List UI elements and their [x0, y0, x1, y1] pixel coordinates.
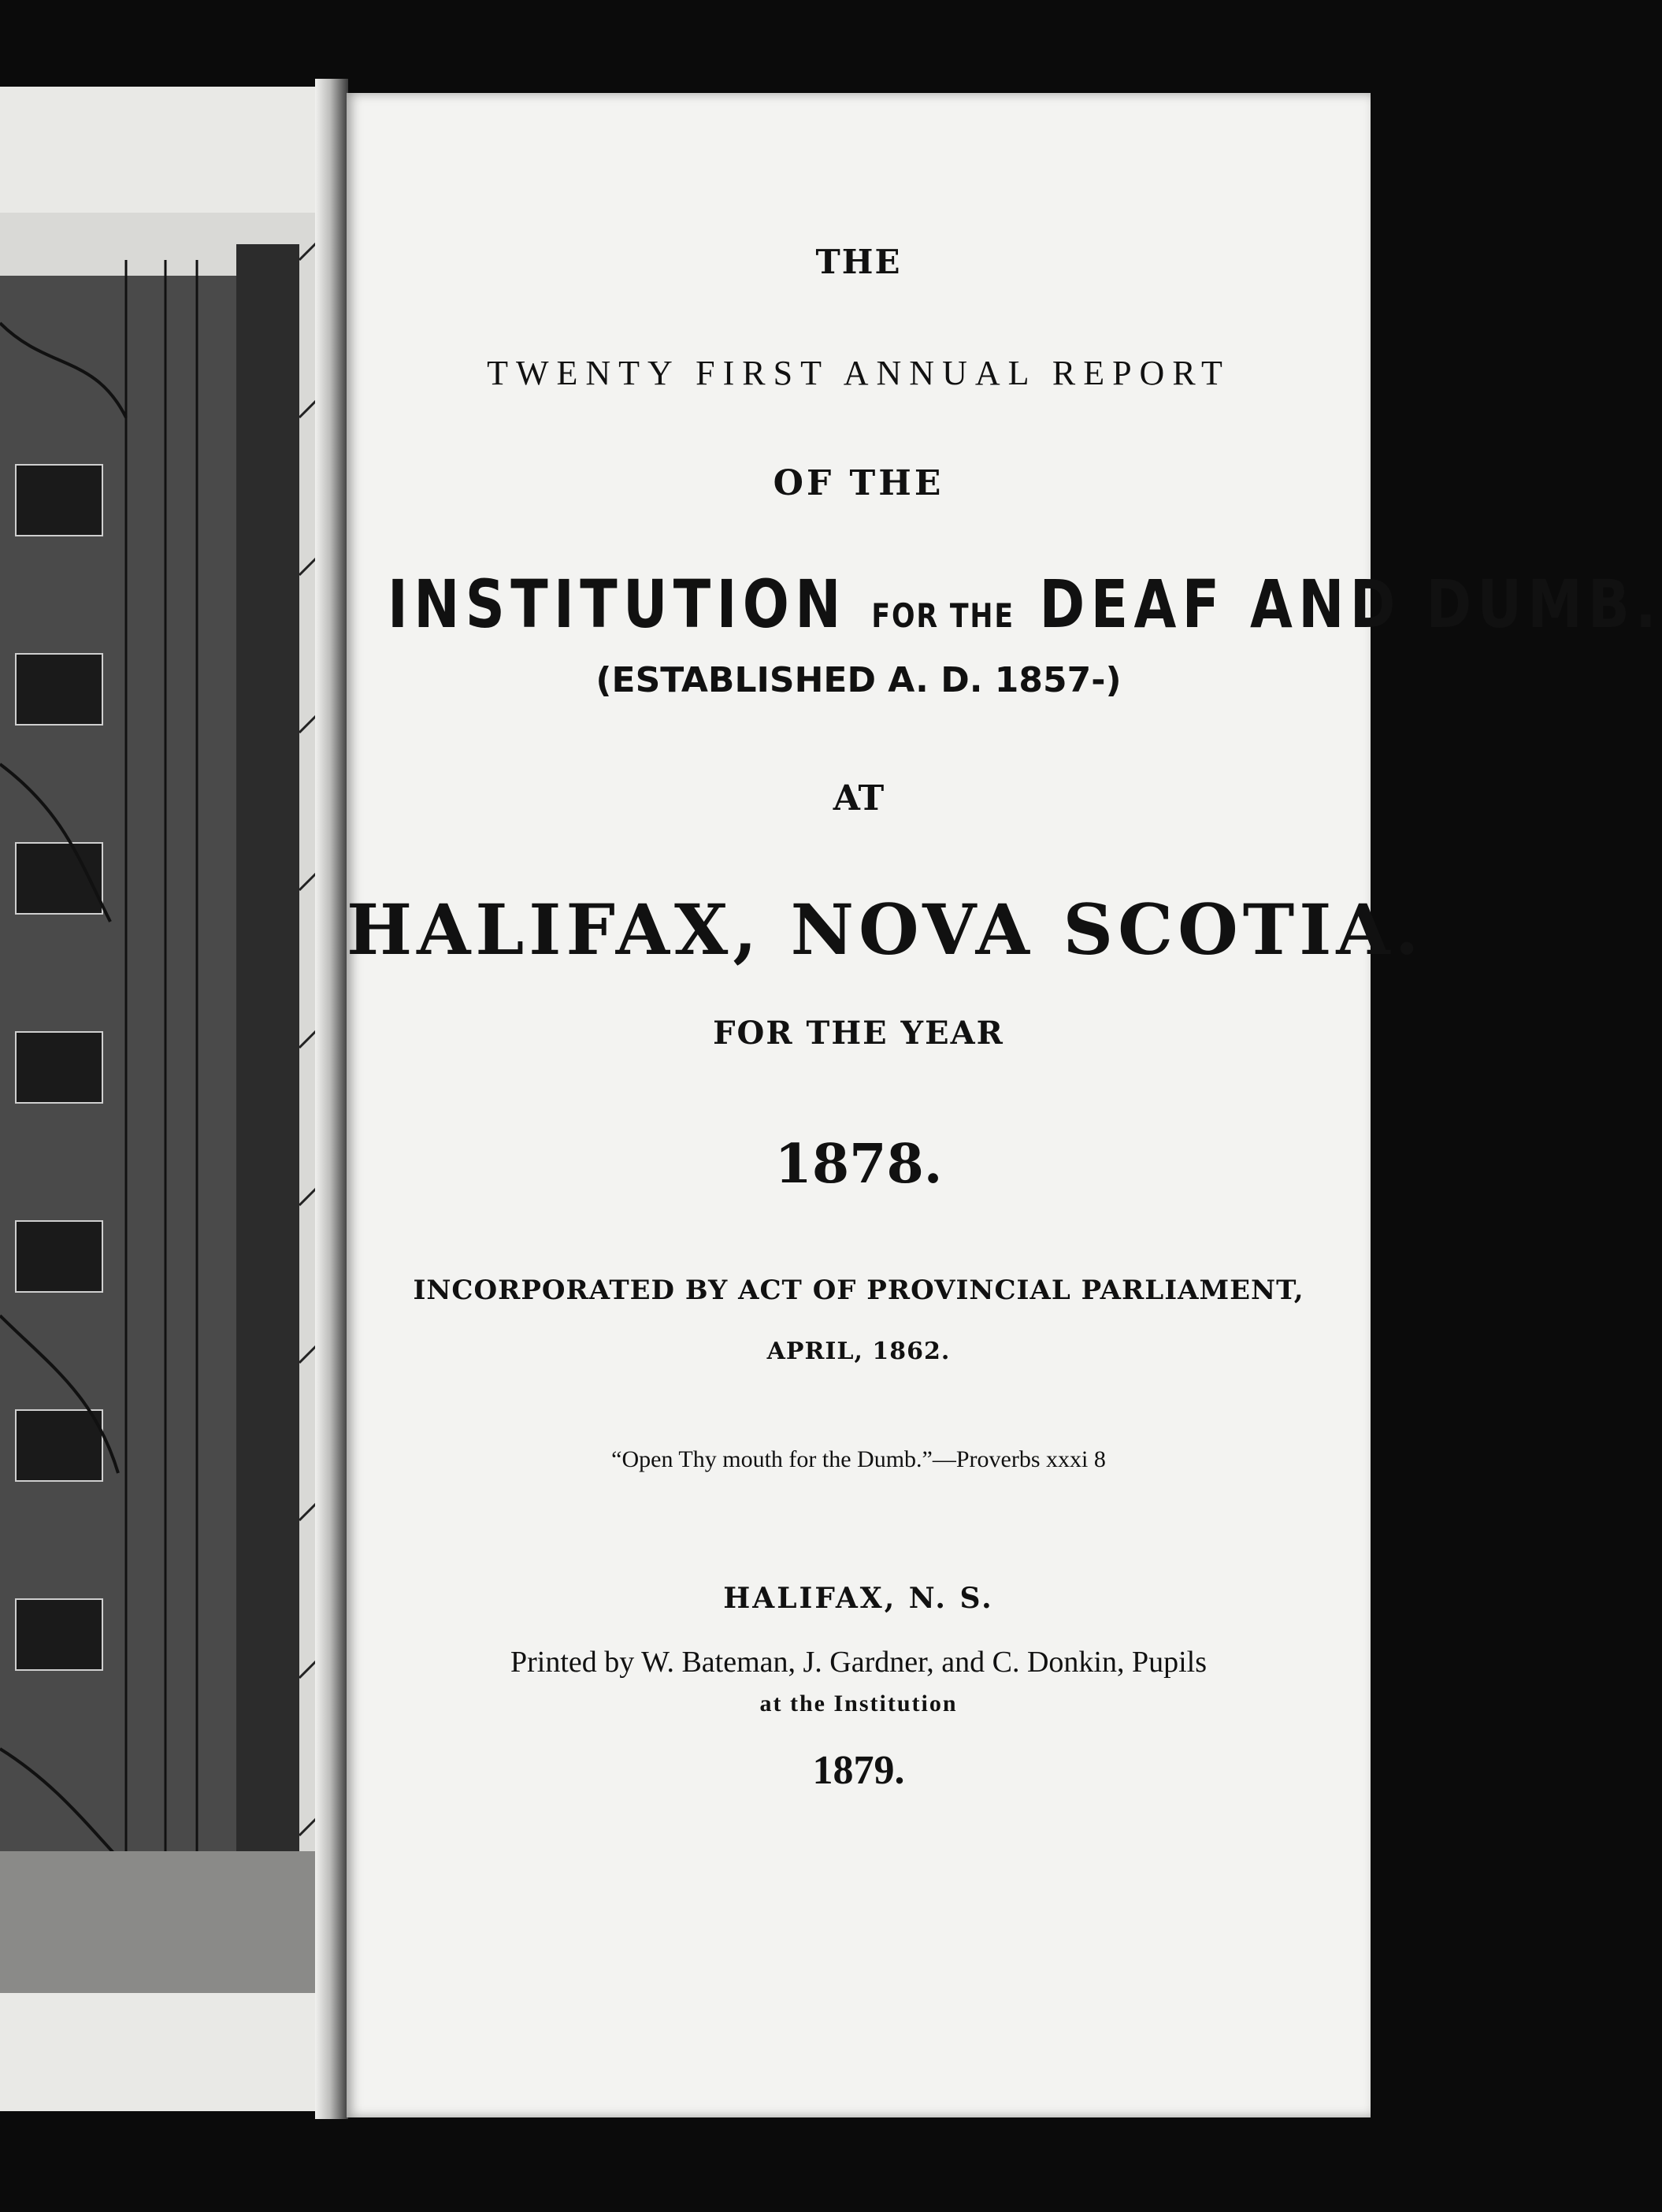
- for-the-word: FOR THE: [871, 596, 1015, 635]
- institution-word: INSTITUTION: [388, 566, 847, 643]
- at-line: AT: [833, 778, 885, 818]
- established-line: (ESTABLISHED A. D. 1857-): [595, 660, 1122, 700]
- report-title: TWENTY FIRST ANNUAL REPORT: [487, 354, 1230, 392]
- of-the-line: OF THE: [773, 463, 944, 503]
- printer-credit: Printed by W. Bateman, J. Gardner, and C. Donkin, Pupils: [510, 1646, 1208, 1679]
- building-engraving: [0, 213, 331, 1993]
- epigraph-quote: “Open Thy mouth for the Dumb.”—Proverbs xxxi 8: [611, 1446, 1106, 1472]
- report-year: 1878.: [774, 1133, 943, 1196]
- title-page: [347, 93, 1662, 2117]
- incorporation-date: APRIL, 1862.: [766, 1338, 951, 1365]
- heading-the: THE: [815, 243, 902, 281]
- institution-name: [388, 566, 1662, 643]
- place-name: HALIFAX, NOVA SCOTIA.: [347, 889, 1424, 971]
- print-year: 1879.: [812, 1748, 905, 1793]
- for-the-year-line: FOR THE YEAR: [713, 1015, 1004, 1052]
- deaf-dumb-words: DEAF AND DUMB.: [1039, 566, 1662, 643]
- book-gutter: [315, 79, 348, 2119]
- frontispiece-plate: [0, 87, 323, 2111]
- incorporation-line: INCORPORATED BY ACT OF PROVINCIAL PARLIAMENT,: [413, 1275, 1304, 1306]
- imprint-place: HALIFAX, N. S.: [723, 1582, 994, 1615]
- printer-location: at the Institution: [759, 1691, 958, 1717]
